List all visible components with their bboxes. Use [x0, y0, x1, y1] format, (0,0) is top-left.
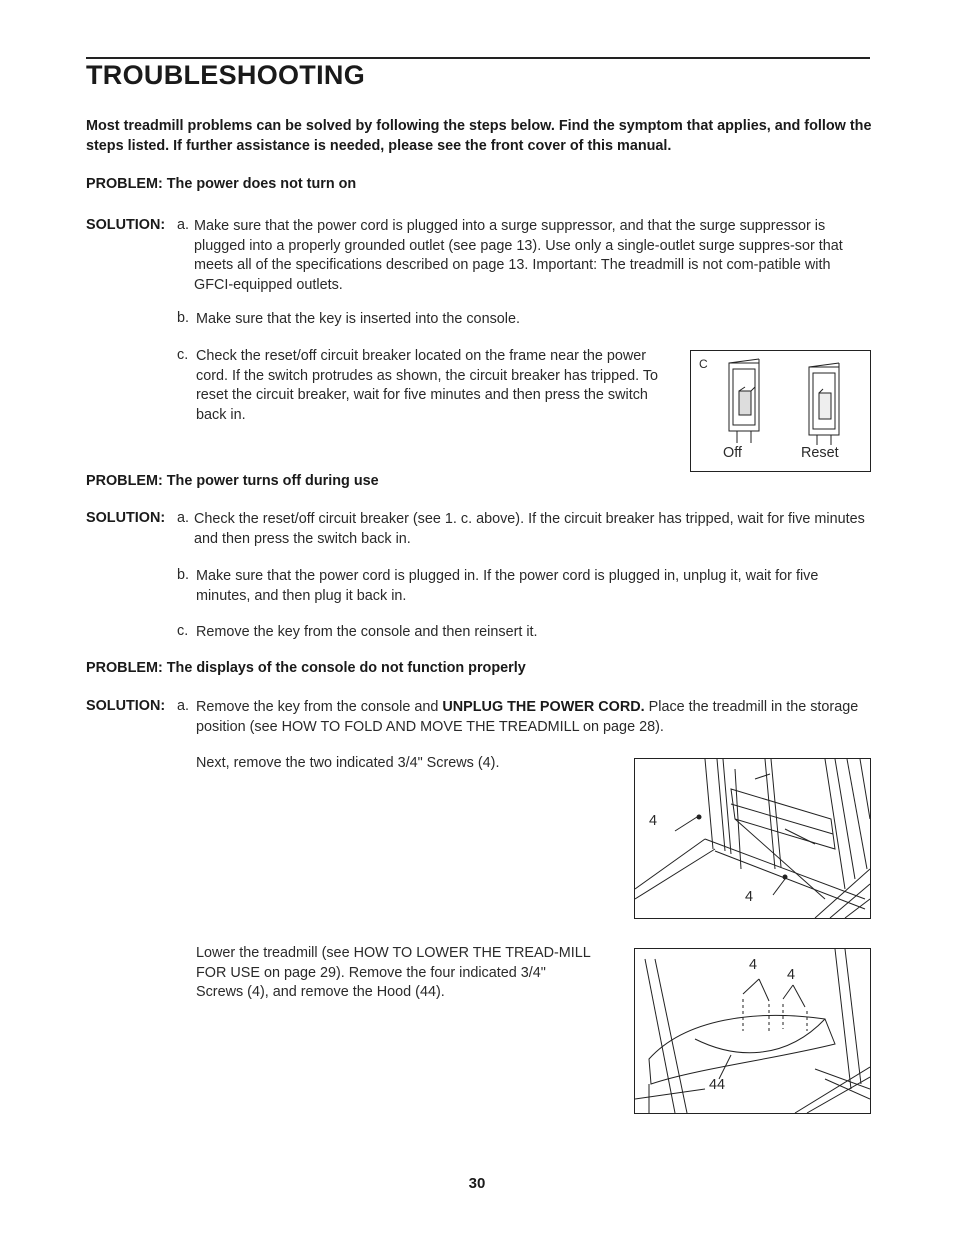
- step-letter: a.: [177, 510, 190, 526]
- page-number: 30: [468, 1175, 486, 1192]
- step-text: Check the reset/off circuit breaker (see 1. c. above). If the circuit breaker has tripped, wait for five minutes and then press the switch back in.: [194, 511, 865, 547]
- step-text: Remove the key from the console and then reinsert it.: [196, 624, 538, 640]
- step-text: Make sure that the power cord is plugged into a surge suppressor, and that the surge suppressor is plugged into a properly grounded outlet (see page 13). Use only a single-outlet surge suppres-sor that meets all of the specifications described on page 13. Important: The treadmill is not com-patible with GFCI-equipped outlets.: [194, 218, 843, 293]
- two-screws-figure: [634, 758, 871, 919]
- problem-1-title: The power does not turn on: [166, 176, 357, 192]
- problem-label: PROBLEM:: [86, 176, 163, 192]
- step-letter: b.: [177, 310, 190, 326]
- problem-label: PROBLEM:: [86, 473, 163, 489]
- step-text-part: Remove the key from the console and: [196, 699, 443, 715]
- breaker-switches-illustration: [691, 351, 870, 471]
- step-letter: b.: [177, 567, 190, 583]
- step-text: Make sure that the key is inserted into the console.: [196, 311, 520, 327]
- step-letter: c.: [177, 347, 189, 363]
- next-step-text: Next, remove the two indicated 3/4" Screws (4).: [196, 755, 500, 771]
- off-label: Off: [723, 445, 742, 461]
- problem-1-heading: [86, 176, 356, 192]
- callout-screw-bottom: 4: [745, 889, 754, 905]
- lower-step-text: Lower the treadmill (see HOW TO LOWER THE TREAD-MILL FOR USE on page 29). Remove the four indicated 3/4" Screws (4), and remove the Hood (44).: [196, 945, 591, 1000]
- circuit-breaker-figure: [690, 350, 871, 472]
- step-text: Make sure that the power cord is plugged in. If the power cord is plugged in, unplug it, wait for five minutes, and then plug it back in.: [196, 568, 819, 604]
- problem-3-title: The displays of the console do not function properly: [166, 660, 526, 676]
- callout-screw-left: 4: [649, 813, 658, 829]
- problem-3-heading: [86, 660, 526, 676]
- solution-1-label: SOLUTION:: [86, 217, 166, 233]
- title-rule: [86, 57, 870, 59]
- page-title: TROUBLESHOOTING: [86, 60, 365, 90]
- step-letter: a.: [177, 217, 190, 233]
- problem-2-title: The power turns off during use: [166, 473, 379, 489]
- problem-label: PROBLEM:: [86, 660, 163, 676]
- step-text-emphasis: UNPLUG THE POWER CORD.: [442, 699, 645, 715]
- step-text: [196, 698, 868, 737]
- step-letter: c.: [177, 623, 189, 639]
- solution-2-label: SOLUTION:: [86, 510, 166, 526]
- step-text: Check the reset/off circuit breaker located on the frame near the power cord. If the switch protrudes as shown, the circuit breaker has tripped. To reset the circuit breaker, wait for five minutes and then press the switch back in.: [196, 348, 659, 423]
- callout-hood: 44: [709, 1077, 726, 1093]
- figure-letter: C: [699, 357, 708, 371]
- hood-removal-figure: [634, 948, 871, 1114]
- step-letter: a.: [177, 698, 190, 714]
- hood-illustration: [635, 949, 870, 1113]
- reset-label: Reset: [801, 445, 839, 461]
- solution-3-label: SOLUTION:: [86, 698, 166, 714]
- intro-paragraph: Most treadmill problems can be solved by following the steps below. Find the symptom that applies, and follow the steps listed. If further assistance is needed, please see the front cover of this manual.: [86, 118, 872, 154]
- callout-screw-a: 4: [749, 957, 758, 973]
- step-text-part: Place the treadmill in the storage position (see HOW TO FOLD AND MOVE THE TREADMILL on page 28).: [196, 699, 859, 735]
- callout-screw-b: 4: [787, 967, 796, 983]
- problem-2-heading: [86, 473, 379, 489]
